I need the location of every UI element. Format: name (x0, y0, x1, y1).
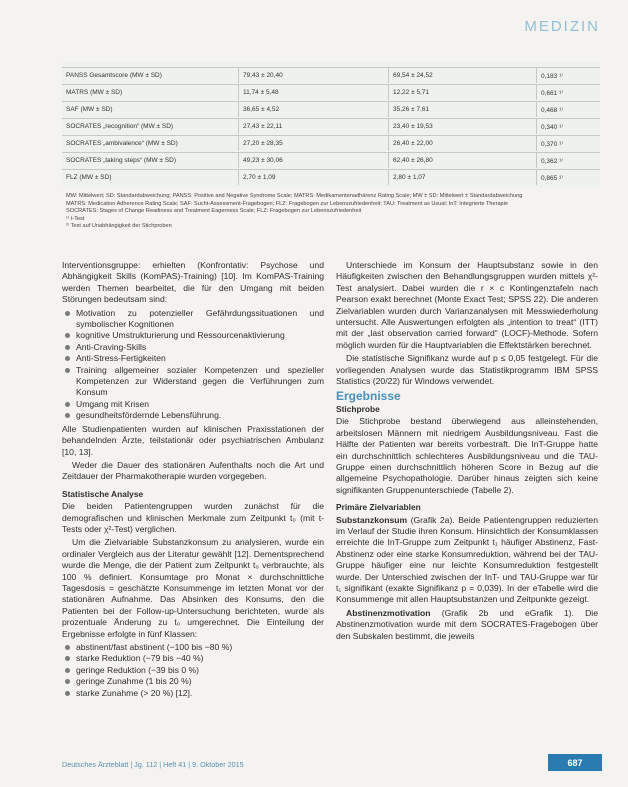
footnote: SOCRATES: Stages of Change Readiness and Treatment Eagerness Scale; FLZ: Fragebogen zur Lebenszufriedenheit (66, 208, 362, 215)
table-cell: 49,23 ± 30,06 (238, 153, 388, 168)
footnote: MATRS: Medication Adherence Rating Scale; SAF: Sucht-Assessment-Fragebogen; FLZ: Fragebogen zur Lebenszufriedenheit; TAU: Treatment as Usual; InT: Integrierte Therapie (66, 200, 509, 207)
table-cell: 0,468 ¹⁾ (536, 102, 600, 117)
table-cell: 0,183 ¹⁾ (536, 68, 600, 83)
list-item: Anti-Stress-Fertigkeiten (62, 353, 324, 364)
paragraph (336, 608, 598, 642)
footnote: ²⁾ Test auf Unabhängigkeit der Stichproben (66, 223, 172, 230)
table-row (62, 84, 600, 100)
table-cell: 69,54 ± 24,52 (388, 68, 536, 83)
paragraph: Die beiden Patientengruppen wurden zunächst für die demografischen und klinischen Merkmale zum Zeitpunkt t₀ (mit t-Tests oder χ²-Test) verglichen. (62, 501, 324, 534)
table-cell: SAF (MW ± SD) (66, 106, 113, 113)
journal-footer: Deutsches Ärzteblatt | Jg. 112 | Heft 41 | 9. Oktober 2015 (62, 760, 244, 769)
list-item: Motivation zu potenzieller Gefährdungssituationen und symbolischer Kognitionen (62, 308, 324, 331)
table-footnotes (66, 193, 606, 231)
paragraph: Alle Studienpatienten wurden auf klinischen Praxisstationen der behandelnden Ärzte, teilstationär oder psychiatrischen Ambulanz [10, 13]. (62, 423, 324, 457)
list-item: geringe Reduktion (−39 bis 0 %) (62, 665, 324, 676)
table-cell: 2,70 ± 1,09 (238, 170, 388, 185)
table-cell: 27,20 ± 28,35 (238, 136, 388, 151)
list-item: Anti-Craving-Skills (62, 342, 324, 353)
paragraph-lead: Substanzkonsum (336, 514, 408, 525)
bullet-list (62, 308, 324, 422)
table-row (62, 152, 600, 168)
table-cell: 0,370 ¹⁾ (536, 136, 600, 151)
list-item: starke Reduktion (−79 bis −40 %) (62, 653, 324, 664)
paragraph (336, 515, 598, 606)
table-cell: SOCRATES „taking steps“ (MW ± SD) (66, 157, 176, 164)
table-cell: MATRS (MW ± SD) (66, 89, 123, 96)
subheading-sample: Stichprobe (336, 403, 380, 414)
heading-results: Ergebnisse (336, 389, 401, 404)
footnote: ¹⁾ t-Test (66, 215, 85, 222)
list-item: abstinent/fast abstinent (−100 bis −80 %) (62, 642, 324, 653)
section-label: MEDIZIN (524, 18, 600, 35)
table-cell: 62,40 ± 26,80 (388, 153, 536, 168)
table-cell: 27,43 ± 22,11 (238, 119, 388, 134)
list-item: kognitive Umstrukturierung und Ressourcenaktivierung (62, 330, 324, 341)
table-cell: 0,661 ¹⁾ (536, 85, 600, 100)
subheading-statistics: Statistische Analyse (62, 488, 144, 499)
table-cell: 36,65 ± 4,52 (238, 102, 388, 117)
list-item: Training allgemeiner sozialer Kompetenzen und spezieller Kompetenzen zur Widerstand gegen die Verführungen zum Konsum (62, 365, 324, 399)
paragraph: Weder die Dauer des stationären Aufenthalts noch die Art und Zeitdauer der Pharmakotherapie wurden vorgegeben. (62, 459, 324, 482)
table-cell: 2,80 ± 1,07 (388, 170, 536, 185)
table-cell: 12,22 ± 5,71 (388, 85, 536, 100)
table-cell: 35,26 ± 7,61 (388, 102, 536, 117)
table-row (62, 67, 600, 83)
table-cell: 0,340 ¹⁾ (536, 119, 600, 134)
paragraph: Um die Zielvariable Substanzkonsum zu analysieren, wurde ein ordinaler Vergleich aus der Literatur gewählt [12]. Dementsprechend wurde die Menge, die der Patient zum Zeitpunkt t₀ verbrauchte, als 100 % definiert. Konsumtage pro Monat × durchschnittliche Tagesdosis = geschätzte Konsummenge im letzten Monat vor der stationären Aufnahme. Das Absinken des Konsums, den die Patienten bei der Follow-up-Untersuchung berichteten, wurde als prozentuale Änderung zu t₀ umgerechnet. Die Einteilung der Ergebnisse erfolgte in fünf Klassen: (62, 537, 324, 639)
paragraph: Unterschiede im Konsum der Hauptsubstanz sowie in den Häufigkeiten zwischen den Behandlungsgruppen wurden mittels χ²-Test analysiert. Dabei wurden die r × c Kontingenztafeln nach Pearson exakt berechnet (Monte Exact Test; SPSS 22). Die anderen Zielvariablen wurden durch Varianzanalysen mit Messwiederholung untersucht. Alle Auswertungen erfolgten als „intention to treat“ (ITT) mit der „last observation carried forward“ (LOCF)-Methode. Sofern möglich wurden für die Hauptvariablen die Effektstärken berechnet. (336, 260, 598, 350)
right-column (336, 260, 598, 644)
table-cell: 0,362 ¹⁾ (536, 153, 600, 168)
paragraph-body: (Grafik 2b und eGrafik 1). Die Abstinenzmotivation wurde mit dem SOCRATES-Fragebogen über den Subskalen bestimmt, die jeweils (336, 607, 598, 641)
intro-paragraph: Interventionsgruppe: erhielten (Konfrontativ: Psychose und Abhängigkeit Skills (KomPAS)-Training) [10]. Im KomPAS-Training werden Themen bearbeitet, die für den Umgang mit beiden Störungen bedeutsam sind: (62, 260, 324, 305)
paragraph: Die Stichprobe bestand überwiegend aus alleinstehenden, arbeitslosen Männern mit niedrigem Ausbildungsniveau. Fast die Hälfte der Patienten war bereits vorbestraft. Die InT-Gruppe hatte ein durchschnittlich schlechteres Ausbildungsniveau und die TAU-Gruppe einen durchschnittlich höheren Score in Bezug auf die allgemeine Psychopathologie. Darüber hinaus zeigten sich keine signifikanten Gruppenunterschiede (Tabelle 2). (336, 416, 598, 495)
table-cell: 79,43 ± 20,40 (238, 68, 388, 83)
list-item: geringe Zunahme (1 bis 20 %) (62, 676, 324, 687)
list-item: Umgang mit Krisen (62, 399, 324, 410)
left-column (62, 260, 324, 701)
bullet-list (62, 642, 324, 699)
page-number: 687 (548, 754, 602, 771)
table-row (62, 169, 600, 185)
table-cell: FLZ (MW ± SD) (66, 174, 112, 181)
table-cell: 23,40 ± 19,53 (388, 119, 536, 134)
table-row (62, 118, 600, 134)
table-cell: SOCRATES „recognition“ (MW ± SD) (66, 123, 174, 130)
subheading-primary: Primäre Zielvariablen (336, 502, 421, 513)
table-cell: PANSS Gesamtscore (MW ± SD) (66, 72, 162, 79)
table-row (62, 135, 600, 151)
paragraph: Die statistische Signifikanz wurde auf p ≤ 0,05 festgelegt. Für die vorliegenden Analysen wurde das Statistikprogramm IBM SPSS Statistics (20/22) für Windows verwendet. (336, 353, 598, 387)
paragraph-body: (Grafik 2a). Beide Patientengruppen reduzierten im Verlauf der Studie ihren Konsum. Hinsichtlich der Konsumklassen erreichte die InT-Gruppe zum Zeitpunkt t₁ häufiger Abstinenz, Fast-Abstinenz oder eine starke Konsumreduktion, während bei der TAU-Gruppe häufiger eine nur leichte Konsumreduktion festgestellt wurde. Der Unterschied zwischen der InT- und TAU-Gruppe war für t₁ signifikant (exakte Signifikanz p = 0,039). In der eTabelle wird die Konsummenge mit allen Hauptsubstanzen und Zeitpunkte gezeigt. (336, 514, 598, 605)
list-item: gesundheitsfördernde Lebensführung. (62, 410, 324, 421)
footnote: MW: Mittelwert; SD: Standardabweichung; PANSS: Positive and Negative Syndrome Scale; MATRS: Medikamentenadhärenz Rating Scale; MW ± SD: Mittelwert ± Standardabweichung (66, 193, 523, 199)
paragraph-lead: Abstinenzmotivation (346, 607, 431, 618)
table-row (62, 101, 600, 117)
table-cell: SOCRATES „ambivalence“ (MW ± SD) (66, 140, 178, 147)
table-cell: 11,74 ± 5,48 (238, 85, 388, 100)
list-item: starke Zunahme (> 20 %) [12]. (62, 688, 324, 699)
table-cell: 0,865 ¹⁾ (536, 170, 600, 185)
table-cell: 26,40 ± 22,00 (388, 136, 536, 151)
